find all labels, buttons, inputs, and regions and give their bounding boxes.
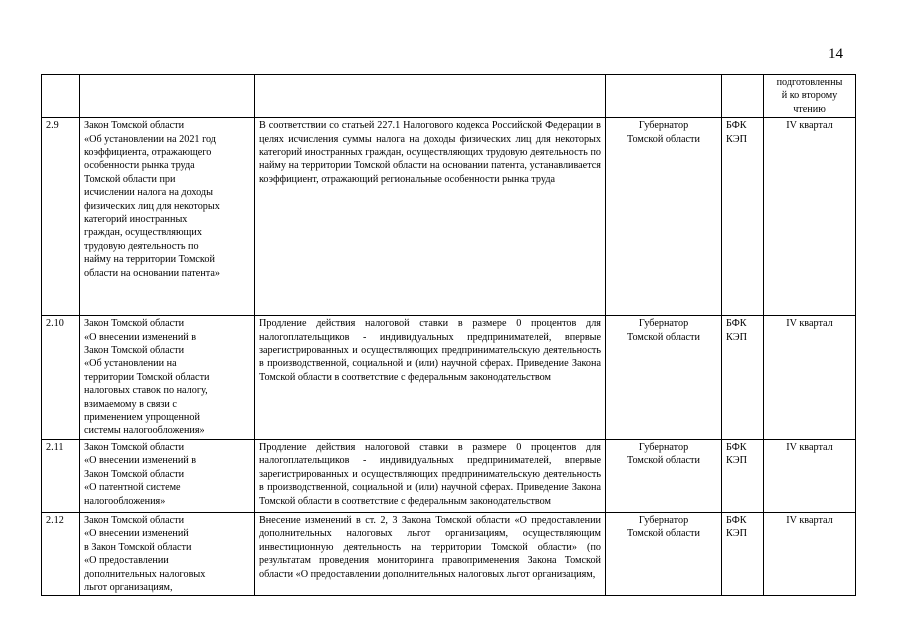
executor [722,439,764,512]
law-title-line: граждан, осуществляющих [84,227,202,239]
page-number: 14 [828,46,843,62]
law-title-line: льгот организациям, [84,581,173,593]
executor-line: КЭП [726,331,748,343]
law-title-line: «О внесении изменений в [84,455,197,467]
executor-line: КЭП [726,133,748,145]
executor-line: БФК [726,318,747,330]
deadline: IV квартал [764,512,856,595]
table-row [42,316,856,440]
law-title-line: «О внесении изменений [84,528,189,540]
table-row [42,512,856,595]
executor-line: КЭП [726,455,748,467]
law-title-line: исчислении налога на доходы [84,187,213,199]
law-title [80,512,255,595]
table-row-header-continuation [42,75,856,118]
law-title-line: системы налогообложения» [84,425,205,437]
law-title-line: Закон Томской области [84,345,185,357]
executor-line: БФК [726,514,747,526]
responsible-party [606,118,722,316]
header-cell-description [255,75,606,118]
law-title-line: взимаемому в связи с [84,398,177,410]
executor-line: БФК [726,120,747,132]
executor-line: КЭП [726,528,748,540]
law-title-line: Закон Томской области [84,120,185,132]
responsible-party [606,316,722,440]
law-title [80,439,255,512]
responsible-party [606,512,722,595]
law-title-line: территории Томской области [84,371,210,383]
responsible-party [606,439,722,512]
executor-line: БФК [726,441,747,453]
header-cell-term [764,75,856,118]
responsible-line: Губернатор [638,318,689,330]
law-title-line: налогообложения» [84,495,166,507]
responsible-line: Томской области [627,133,700,145]
term-note-line: подготовленны [776,77,843,88]
law-description: Продление действия налоговой ставки в размере 0 процентов для налогоплательщиков - индивидуальных предпринимателей, впервые зарегистрированных и осуществляющих предпринимательскую деятельность в производственной, социальной и (или) научной сферах. Приведение Закона Томской области в соответствие с федеральным законодательством [255,316,606,440]
law-title-line: в Закон Томской области [84,541,192,553]
deadline: IV квартал [764,118,856,316]
law-title-line: применением упрощенной [84,412,200,424]
responsible-line: Губернатор [638,441,689,453]
law-title-line: налоговых ставок по налогу, [84,385,208,397]
law-title [80,118,255,316]
responsible-line: Губернатор [638,514,689,526]
row-number: 2.10 [42,316,80,440]
deadline: IV квартал [764,439,856,512]
law-title-line: «О предоставлении [84,555,169,567]
law-description: Продление действия налоговой ставки в размере 0 процентов для налогоплательщиков - индивидуальных предпринимателей, впервые зарегистрированных и осуществляющих предпринимательскую деятельность в производственной, социальной и (или) научной сферах. Приведение Закона Томской области в соответствие с федеральным законодательством [255,439,606,512]
header-cell-executor [722,75,764,118]
executor [722,512,764,595]
header-cell-title [80,75,255,118]
responsible-line: Томской области [627,455,700,467]
law-title-line: Закон Томской области [84,318,185,330]
law-title-line: Закон Томской области [84,441,185,453]
law-title-line: найму на территории Томской [84,254,215,266]
law-title-line: области на основании патента» [84,267,220,279]
law-title-line: особенности рынка труда [84,160,195,172]
table-row [42,439,856,512]
executor [722,118,764,316]
law-title-line: «Об установлении на [84,358,177,370]
term-note-line: й ко второму [781,90,838,102]
law-title-line: дополнительных налоговых [84,568,206,580]
law-title-line: Закон Томской области [84,468,185,480]
table-row [42,118,856,316]
law-title-line: категорий иностранных [84,214,188,226]
law-title-line: «О патентной системе [84,482,181,494]
law-title-line: трудовую деятельность по [84,240,199,252]
row-number: 2.12 [42,512,80,595]
header-cell-num [42,75,80,118]
law-title-line: Томской области при [84,173,176,185]
law-title-line: «Об установлении на 2021 год [84,133,216,145]
responsible-line: Губернатор [638,120,689,132]
law-description: Внесение изменений в ст. 2, 3 Закона Томской области «О предоставлении дополнительных налоговых льгот организациям, осуществляющим инвестиционную деятельность на территории Томской области» (по результатам проведения мониторинга правоприменения Закона Томской области «О предоставлении дополнительных налоговых льгот организациям, [255,512,606,595]
responsible-line: Томской области [627,528,700,540]
law-title-line: «О внесении изменений в [84,331,197,343]
legislation-plan-table [41,74,856,596]
law-description: В соответствии со статьей 227.1 Налогового кодекса Российской Федерации в целях исчисления суммы налога на доходы физических лиц для некоторых категорий иностранных граждан, осуществляющих трудовую деятельность по найму на территории Томской области на основании патента, устанавливается коэффициент, отражающий региональные особенности рынка труда [255,118,606,316]
law-title [80,316,255,440]
law-title-line: физических лиц для некоторых [84,200,220,212]
term-note-line: чтению [793,103,826,115]
executor [722,316,764,440]
row-number: 2.11 [42,439,80,512]
row-number: 2.9 [42,118,80,316]
law-title-line: Закон Томской области [84,514,185,526]
deadline: IV квартал [764,316,856,440]
law-title-line: коэффициента, отражающего [84,147,212,159]
header-cell-responsible [606,75,722,118]
responsible-line: Томской области [627,331,700,343]
